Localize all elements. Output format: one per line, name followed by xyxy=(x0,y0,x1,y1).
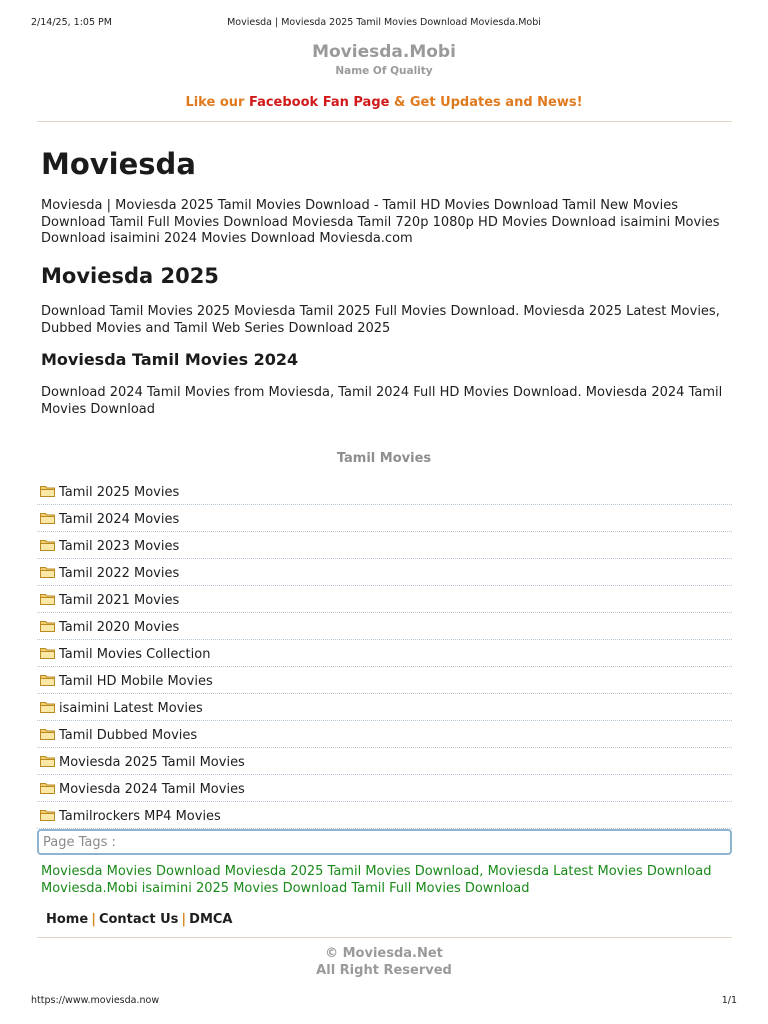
folder-icon xyxy=(40,485,55,497)
category-item-label[interactable]: Tamil 2022 Movies xyxy=(59,566,180,581)
category-item-label[interactable]: Moviesda 2024 Tamil Movies xyxy=(59,782,245,797)
folder-icon xyxy=(40,512,55,524)
intro-text: Moviesda | Moviesda 2025 Tamil Movies Download - Tamil HD Movies Download Tamil New Movies Download Tamil Full Movies Download Moviesda Tamil 720p 1080p HD Movies Download isaimini Movies Download isaimini 2024 Movies Download Moviesda.com xyxy=(41,198,720,246)
page-title: Moviesda xyxy=(41,147,196,181)
folder-icon xyxy=(40,647,55,659)
category-item-label[interactable]: Tamil HD Mobile Movies xyxy=(59,674,213,689)
category-item[interactable] xyxy=(37,559,732,586)
copyright-text: © Moviesda.Net xyxy=(325,946,443,961)
print-title: Moviesda | Moviesda 2025 Tamil Movies Download Moviesda.Mobi xyxy=(227,17,541,28)
category-item-label[interactable]: Tamilrockers MP4 Movies xyxy=(59,809,221,824)
category-item-label[interactable]: Moviesda 2025 Tamil Movies xyxy=(59,755,245,770)
category-list-heading: Tamil Movies xyxy=(336,451,432,466)
category-item[interactable] xyxy=(37,775,732,802)
category-item[interactable] xyxy=(37,640,732,667)
page-tags-label: Page Tags : xyxy=(43,835,116,850)
site-logo[interactable]: Moviesda.Mobi xyxy=(312,42,456,62)
folder-icon xyxy=(40,620,55,632)
footer-link-contact-us[interactable]: Contact Us xyxy=(98,912,179,927)
page-tags-box xyxy=(37,829,732,855)
copyright xyxy=(0,946,768,979)
folder-icon xyxy=(40,728,55,740)
category-item-label[interactable]: Tamil Movies Collection xyxy=(59,647,211,662)
category-item-label[interactable]: Tamil 2024 Movies xyxy=(59,512,180,527)
category-item-label[interactable]: Tamil 2020 Movies xyxy=(59,620,180,635)
section-text-2025: Download Tamil Movies 2025 Moviesda Tamil 2025 Full Movies Download. Moviesda 2025 Latest Movies, Dubbed Movies and Tamil Web Series Download 2025 xyxy=(41,304,720,336)
page-tags-text: Moviesda Movies Download Moviesda 2025 Tamil Movies Download, Moviesda Latest Movies Download Moviesda.Mobi isaimini 2025 Movies Download Tamil Full Movies Download xyxy=(41,864,712,896)
nav-separator: | xyxy=(181,912,187,927)
announcement-prefix: Like our xyxy=(185,95,249,110)
folder-icon xyxy=(40,782,55,794)
category-item[interactable] xyxy=(37,478,732,505)
category-item[interactable] xyxy=(37,694,732,721)
category-item[interactable] xyxy=(37,586,732,613)
category-item-label[interactable]: isaimini Latest Movies xyxy=(59,701,203,716)
section-text-2024: Download 2024 Tamil Movies from Moviesda, Tamil 2024 Full HD Movies Download. Moviesda 2024 Tamil Movies Download xyxy=(41,385,723,417)
section-title-2024: Moviesda Tamil Movies 2024 xyxy=(41,350,299,369)
folder-icon xyxy=(40,593,55,605)
announcement xyxy=(0,95,768,110)
site-header xyxy=(0,41,768,78)
announcement-suffix: & Get Updates and News! xyxy=(389,95,583,110)
footer-nav xyxy=(46,912,233,927)
category-item[interactable] xyxy=(37,748,732,775)
header-divider xyxy=(37,121,732,122)
folder-icon xyxy=(40,539,55,551)
category-item[interactable] xyxy=(37,802,732,829)
folder-icon xyxy=(40,809,55,821)
category-item[interactable] xyxy=(37,505,732,532)
folder-icon xyxy=(40,566,55,578)
category-item[interactable] xyxy=(37,532,732,559)
footer-link-home[interactable]: Home xyxy=(46,912,89,927)
category-item[interactable] xyxy=(37,613,732,640)
footer-link-dmca[interactable]: DMCA xyxy=(189,912,233,927)
category-list xyxy=(37,478,732,829)
category-item-label[interactable]: Tamil Dubbed Movies xyxy=(59,728,198,743)
print-date: 2/14/25, 1:05 PM xyxy=(31,17,112,28)
folder-icon xyxy=(40,755,55,767)
category-item-label[interactable]: Tamil 2021 Movies xyxy=(59,593,180,608)
print-header xyxy=(0,17,768,31)
category-item[interactable] xyxy=(37,721,732,748)
nav-separator: | xyxy=(91,912,96,927)
section-title-2025: Moviesda 2025 xyxy=(41,264,219,288)
print-page-number: 1/1 xyxy=(721,995,737,1006)
print-url: https://www.moviesda.now xyxy=(31,995,160,1006)
folder-icon xyxy=(40,701,55,713)
facebook-fan-page-link[interactable]: Facebook Fan Page xyxy=(248,95,390,110)
folder-icon xyxy=(40,674,55,686)
footer-divider xyxy=(37,937,732,938)
category-item-label[interactable]: Tamil 2025 Movies xyxy=(59,485,180,500)
rights-text: All Right Reserved xyxy=(316,962,452,978)
category-item[interactable] xyxy=(37,667,732,694)
site-tagline: Name Of Quality xyxy=(335,65,433,77)
category-item-label[interactable]: Tamil 2023 Movies xyxy=(59,539,180,554)
